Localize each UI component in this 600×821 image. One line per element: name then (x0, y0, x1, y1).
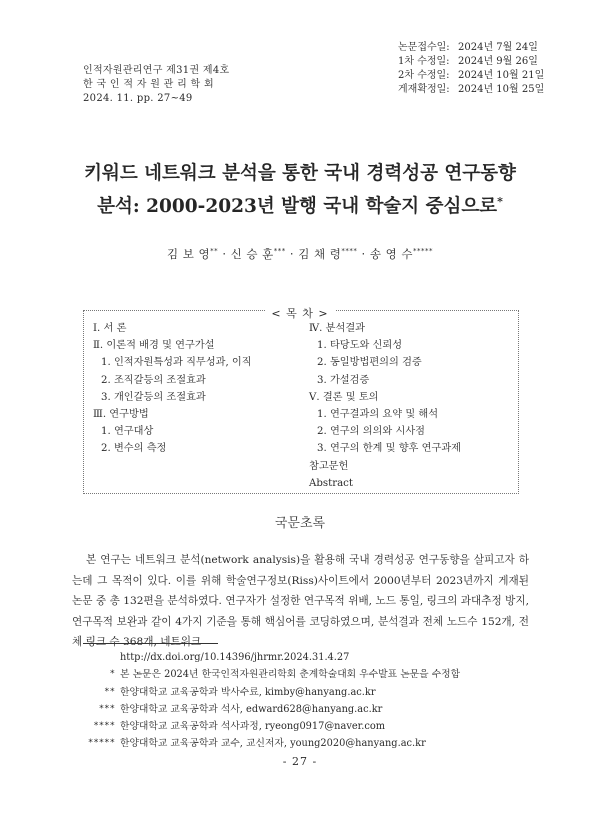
footnotes (77, 649, 460, 753)
footnote-item (77, 718, 460, 735)
toc-item: Abstract (309, 477, 353, 489)
author-mark: ***** (412, 247, 433, 256)
toc-item: 3. 개인갈등의 조절효과 (101, 391, 206, 403)
footnote-doi (77, 649, 460, 666)
author-name: 김 보 영 (167, 247, 211, 261)
date-value: 2024년 9월 26일 (458, 56, 538, 67)
toc-item: 참고문헌 (309, 460, 349, 472)
footnote-item (77, 684, 460, 701)
author-mark: ** (210, 247, 219, 256)
abstract-body (72, 550, 529, 653)
toc-item: 2. 조직갈등의 조절효과 (101, 374, 206, 386)
date-row (398, 83, 558, 97)
author-mark: *** (273, 247, 286, 256)
footnote-item (77, 666, 460, 683)
title-line-2-text: 분석: 2000-2023년 발행 국내 학술지 중심으로 (97, 196, 498, 218)
toc-heading (0, 302, 600, 321)
date-row (398, 55, 558, 69)
paper-title (40, 160, 560, 221)
toc-item: 2. 연구의 의의와 시사점 (317, 426, 426, 438)
toc-item: 1. 연구결과의 요약 및 해석 (317, 409, 439, 421)
journal-pages: 2024. 11. pp. 27~49 (83, 93, 193, 104)
toc-item: Ⅳ. 분석결과 (309, 323, 366, 334)
footnote-text: 본 논문은 2024년 한국인적자원관리학회 춘계학술대회 우수발표 논문을 수정함 (120, 669, 461, 681)
toc-item: Ⅲ. 연구방법 (93, 409, 149, 421)
toc-left-column (93, 320, 252, 458)
toc-item: 2. 동일방법편의의 검증 (317, 357, 422, 369)
toc-item: 3. 가설검증 (317, 374, 370, 386)
author-list (0, 246, 600, 262)
footnote-item (77, 735, 460, 752)
toc-item: 3. 연구의 한계 및 향후 연구과제 (317, 443, 462, 455)
author-name: 신 승 훈 (230, 247, 274, 261)
journal-society: 한 국 인 적 자 원 관 리 학 회 (83, 79, 214, 90)
abstract-paragraph: 본 연구는 네트워크 분석(network analysis)을 활용해 국내 경력성공 연구동향을 살피고자 하는데 그 목적이 있다. 이를 위해 학술연구정보(Riss)사이트에서 2000년부터 2023년까지 게재된 논문 중 총 132편을 분석하였다. 연구자가 설정한 연구목적 위배, 노드 통일, 링크의 과대추정 방지, 연구목적 보완과 같이 4가지 기준을 통해 핵심어를 코딩하였으며, 분석결과 전체 노드수 152개, 전체 링크 수 368개, 네트워크 (72, 554, 529, 648)
title-line-1: 키워드 네트워크 분석을 통한 국내 경력성공 연구동향 (84, 163, 516, 184)
submission-dates (398, 41, 558, 97)
footnote-text: 한양대학교 교육공학과 박사수료, kimby@hanyang.ac.kr (120, 686, 376, 698)
footnote-text: 한양대학교 교육공학과 석사, edward628@hanyang.ac.kr (120, 703, 383, 715)
footnote-text: 한양대학교 교육공학과 석사과정, ryeong0917@naver.com (120, 721, 386, 733)
date-label: 1차 수정일: (398, 56, 450, 67)
author-mark: **** (341, 247, 358, 256)
journal-info (83, 64, 229, 106)
toc-heading-text: < 목 차 > (265, 307, 334, 320)
author-separator: · (289, 247, 295, 261)
date-row (398, 41, 558, 55)
footnote-mark: ***** (87, 738, 115, 749)
title-line-2 (40, 188, 560, 221)
toc-item: Ⅴ. 결론 및 토의 (309, 391, 379, 403)
page-number: - 27 - (282, 755, 318, 768)
date-row (398, 69, 558, 83)
author-separator: · (361, 247, 366, 261)
date-value: 2024년 10월 21일 (458, 70, 545, 81)
toc-right-column (309, 320, 461, 492)
toc-item: 2. 변수의 측정 (101, 443, 167, 455)
author-separator: · (222, 247, 227, 261)
footnote-item (77, 701, 460, 718)
footnote-mark: * (109, 669, 115, 680)
footnote-text: 한양대학교 교육공학과 교수, 교신저자, young2020@hanyang.ac.kr (120, 738, 426, 750)
date-label: 2차 수정일: (398, 70, 450, 81)
toc-item: 1. 인적자원특성과 직무성과, 이직 (101, 357, 252, 369)
toc-item: 1. 연구대상 (101, 426, 154, 438)
footnote-mark: *** (98, 703, 115, 714)
journal-name: 인적자원관리연구 제31권 제4호 (83, 65, 230, 76)
toc-item: Ⅱ. 이론적 배경 및 연구가설 (93, 340, 215, 352)
doi-link[interactable]: http://dx.doi.org/10.14396/jhrmr.2024.31.4.27 (120, 652, 350, 663)
toc-item: Ⅰ. 서 론 (93, 323, 127, 334)
footnote-mark: ** (104, 686, 115, 697)
title-footnote-mark: * (497, 195, 503, 208)
footnote-divider (83, 643, 218, 644)
author-name: 김 채 령 (298, 247, 342, 261)
footnote-mark: **** (93, 721, 115, 732)
abstract-title: 국문초록 (274, 516, 326, 531)
footnote-mark (77, 649, 120, 666)
date-label: 게재확정일: (398, 84, 450, 95)
toc-item: 1. 타당도와 신뢰성 (317, 340, 403, 352)
date-label: 논문접수일: (398, 42, 450, 53)
date-value: 2024년 7월 24일 (458, 42, 538, 53)
date-value: 2024년 10월 25일 (458, 84, 545, 95)
author-name: 송 영 수 (369, 247, 413, 261)
